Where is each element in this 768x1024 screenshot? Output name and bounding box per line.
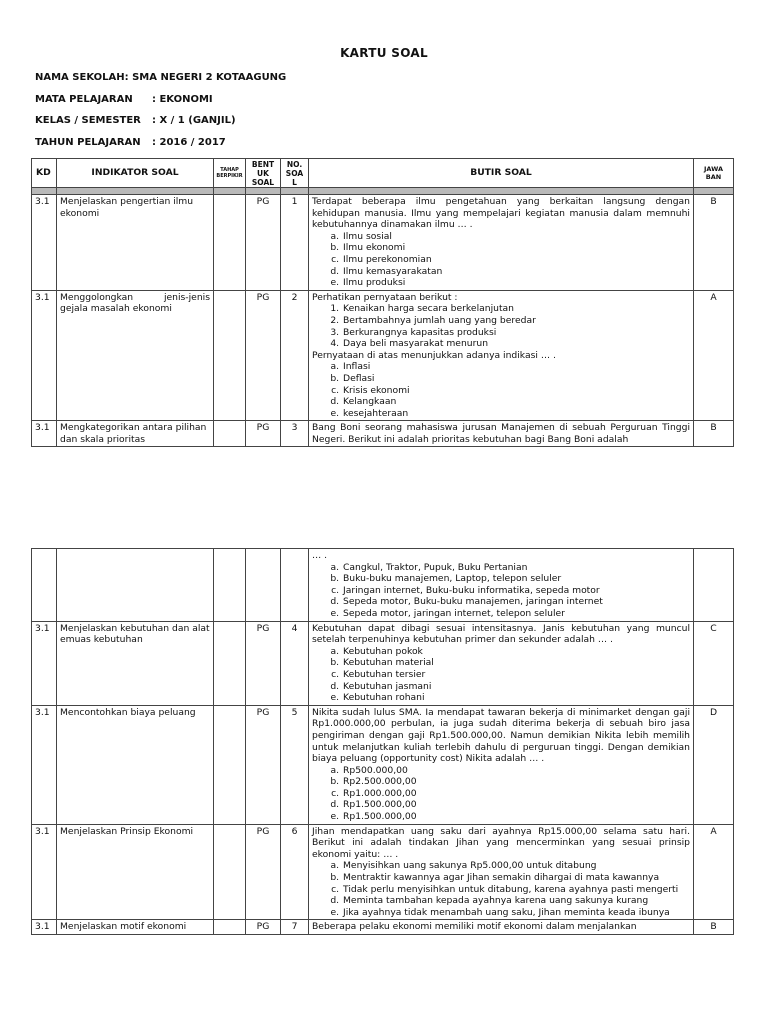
- table-row: 3.1 Mengkategorikan antara pilihan dan skala prioritas PG 3 Bang Boni seorang mahasiswa jurusan Manajemen di sebuah Perguruan Tinggi Negeri. Berikut ini adalah prioritas kebutuhan bagi Bang Boni adalah B: [32, 421, 734, 447]
- option-list: a. Ilmu sosial b. Ilmu ekonomi c. Ilmu perekonomian d. Ilmu kemasyarakatan e. Ilmu produksi: [312, 231, 690, 289]
- butir-cell: Nikita sudah lulus SMA. Ia mendapat tawaran bekerja di minimarket dengan gaji Rp1.000.000,00 perbulan, ia juga sudah diterima bekerja di sebuah biro jasa pengiriman dengan gaji Rp1.500.000,00. Namun demikian Nikita lebih memilih untuk melanjutkan kuliah terlebih dahulu di perguruan tinggi. Dengan demikian biaya peluang (opportunity cost) Nikita adalah … . a. Rp500.000,00 b. Rp2.500.000,00 c. Rp1.000.000,00 d. Rp1.500.000,00 e. Rp1.500.000,00: [309, 705, 694, 824]
- option-list: a. Menyisihkan uang sakunya Rp5.000,00 untuk ditabung b. Mentraktir kawannya agar Jihan semakin dihargai di mata kawannya c. Tidak perlu menyisihkan untuk ditabung, karena ayahnya pasti mengerti d. Meminta tambahan kepada ayahnya karena uang sakunya kurang e. Jika ayahnya tidak menambah uang saku, Jihan meminta keada ibunya: [312, 860, 690, 918]
- indikator-cell: Mencontohkan biaya peluang: [57, 705, 214, 824]
- header-butir: BUTIR SOAL: [309, 159, 694, 188]
- answer-cell: C: [694, 621, 734, 705]
- indikator-cell: Menggolongkan jenis-jenis gejala masalah ekonomi: [57, 290, 214, 421]
- butir-cell: Jihan mendapatkan uang saku dari ayahnya Rp15.000,00 selama satu hari. Berikut ini adalah tindakan Jihan yang mencerminkan yang sesuai prinsip ekonomi yaitu: … . a. Menyisihkan uang sakunya Rp5.000,00 untuk ditabung b. Mentraktir kawannya agar Jihan semakin dihargai di mata kawannya c. Tidak perlu menyisihkan untuk ditabung, karena ayahnya pasti mengerti d. Meminta tambahan kepada ayahnya karena uang sakunya kurang e. Jika ayahnya tidak menambah uang saku, Jihan meminta keada ibunya: [309, 824, 694, 920]
- answer-cell: B: [694, 920, 734, 935]
- table-row: 3.1 Menjelaskan Prinsip Ekonomi PG 6 Jihan mendapatkan uang saku dari ayahnya Rp15.000,00 selama satu hari. Berikut ini adalah tindakan Jihan yang mencerminkan yang sesuai prinsip ekonomi yaitu: … . a. Menyisihkan uang sakunya Rp5.000,00 untuk ditabung b. Mentraktir kawannya agar Jihan semakin dihargai di mata kawannya c. Tidak perlu menyisihkan untuk ditabung, karena ayahnya pasti mengerti d. Meminta tambahan kepada ayahnya karena uang sakunya kurang e. Jika ayahnya tidak menambah uang saku, Jihan meminta keada ibunya A: [32, 824, 734, 920]
- option-list: a. Cangkul, Traktor, Pupuk, Buku Pertanian b. Buku-buku manajemen, Laptop, telepon seluler c. Jaringan internet, Buku-buku informatika, sepeda motor d. Sepeda motor, Buku-buku manajemen, jaringan internet e. Sepeda motor, jaringan internet, telepon seluler: [312, 562, 690, 620]
- option-list: a. Inflasi b. Deflasi c. Krisis ekonomi d. Kelangkaan e. kesejahteraan: [312, 361, 690, 419]
- answer-cell: A: [694, 290, 734, 421]
- indikator-cell: Menjelaskan Prinsip Ekonomi: [57, 824, 214, 920]
- meta-subject: MATA PELAJARAN : EKONOMI: [35, 94, 213, 105]
- header-kd: KD: [32, 159, 57, 188]
- answer-cell: D: [694, 705, 734, 824]
- grey-separator-row: [32, 188, 734, 195]
- table-row: 3.1 Menggolongkan jenis-jenis gejala masalah ekonomi PG 2 Perhatikan pernyataan berikut : 1. Kenaikan harga secara berkelanjutan 2. Bertambahnya jumlah uang yang beredar 3. Berkurangnya kapasitas produksi 4. Daya beli masyarakat menurun Pernyataan di atas menunjukkan adanya indikasi … . a. Inflasi b. Deflasi c. Krisis ekonomi d. Kelangkaan e. kesejahteraan A: [32, 290, 734, 421]
- meta-class: KELAS / SEMESTER : X / 1 (GANJIL): [35, 115, 236, 126]
- indikator-cell: Menjelaskan kebutuhan dan alat emuas kebutuhan: [57, 621, 214, 705]
- indikator-cell: Menjelaskan pengertian ilmu ekonomi: [57, 195, 214, 291]
- table-row: 3.1 Menjelaskan motif ekonomi PG 7 Beberapa pelaku ekonomi memiliki motif ekonomi dalam menjalankan B: [32, 920, 734, 935]
- table-row: 3.1 Mencontohkan biaya peluang PG 5 Nikita sudah lulus SMA. Ia mendapat tawaran bekerja di minimarket dengan gaji Rp1.000.000,00 perbulan, ia juga sudah diterima bekerja di sebuah biro jasa pengiriman dengan gaji Rp1.500.000,00. Namun demikian Nikita lebih memilih untuk melanjutkan kuliah terlebih dahulu di perguruan tinggi. Dengan demikian biaya peluang (opportunity cost) Nikita adalah … . a. Rp500.000,00 b. Rp2.500.000,00 c. Rp1.000.000,00 d. Rp1.500.000,00 e. Rp1.500.000,00 D: [32, 705, 734, 824]
- header-no: NO. SOA L: [281, 159, 309, 188]
- statement-list: 1. Kenaikan harga secara berkelanjutan 2. Bertambahnya jumlah uang yang beredar 3. Berkurangnya kapasitas produksi 4. Daya beli masyarakat menurun: [312, 303, 690, 349]
- question-table-part-1: [31, 158, 734, 447]
- butir-cell: Perhatikan pernyataan berikut : 1. Kenaikan harga secara berkelanjutan 2. Bertambahnya jumlah uang yang beredar 3. Berkurangnya kapasitas produksi 4. Daya beli masyarakat menurun Pernyataan di atas menunjukkan adanya indikasi … . a. Inflasi b. Deflasi c. Krisis ekonomi d. Kelangkaan e. kesejahteraan: [309, 290, 694, 421]
- table-header-row: [32, 159, 734, 188]
- answer-cell: B: [694, 195, 734, 291]
- header-bentuk: BENT UK SOAL: [246, 159, 281, 188]
- butir-cell: Beberapa pelaku ekonomi memiliki motif ekonomi dalam menjalankan: [309, 920, 694, 935]
- meta-school: NAMA SEKOLAH: SMA NEGERI 2 KOTAAGUNG: [35, 72, 287, 83]
- answer-cell: B: [694, 421, 734, 447]
- option-list: a. Rp500.000,00 b. Rp2.500.000,00 c. Rp1.000.000,00 d. Rp1.500.000,00 e. Rp1.500.000,00: [312, 765, 690, 823]
- indikator-cell: Menjelaskan motif ekonomi: [57, 920, 214, 935]
- butir-cell: Terdapat beberapa ilmu pengetahuan yang berkaitan langsung dengan kehidupan manusia. Ilmu yang mempelajari kegiatan manusia dalam memnuhi kebutuhannya dinamakan ilmu … . a. Ilmu sosial b. Ilmu ekonomi c. Ilmu perekonomian d. Ilmu kemasyarakatan e. Ilmu produksi: [309, 195, 694, 291]
- header-tahap: TAHAP BERPIKIR: [214, 159, 246, 188]
- table-row: 3.1 Menjelaskan kebutuhan dan alat emuas kebutuhan PG 4 Kebutuhan dapat dibagi sesuai intensitasnya. Janis kebutuhan yang muncul setelah terpenuhinya kebutuhan primer dan sekunder adalah … . a. Kebutuhan pokok b. Kebutuhan material c. Kebutuhan tersier d. Kebutuhan jasmani e. Kebutuhan rohani C: [32, 621, 734, 705]
- option-list: a. Kebutuhan pokok b. Kebutuhan material c. Kebutuhan tersier d. Kebutuhan jasmani e. Kebutuhan rohani: [312, 646, 690, 704]
- table-row-continuation: [32, 549, 734, 622]
- butir-cell: Bang Boni seorang mahasiswa jurusan Manajemen di sebuah Perguruan Tinggi Negeri. Berikut ini adalah prioritas kebutuhan bagi Bang Boni adalah: [309, 421, 694, 447]
- header-indikator: INDIKATOR SOAL: [57, 159, 214, 188]
- header-jawaban: JAWA BAN: [694, 159, 734, 188]
- indikator-cell: Mengkategorikan antara pilihan dan skala prioritas: [57, 421, 214, 447]
- answer-cell: A: [694, 824, 734, 920]
- meta-year: TAHUN PELAJARAN : 2016 / 2017: [35, 137, 226, 148]
- page-title: KARTU SOAL: [340, 46, 428, 60]
- question-table-part-2: [31, 548, 734, 935]
- butir-cell: Kebutuhan dapat dibagi sesuai intensitasnya. Janis kebutuhan yang muncul setelah terpenuhinya kebutuhan primer dan sekunder adalah … . a. Kebutuhan pokok b. Kebutuhan material c. Kebutuhan tersier d. Kebutuhan jasmani e. Kebutuhan rohani: [309, 621, 694, 705]
- table-row: 3.1 Menjelaskan pengertian ilmu ekonomi PG 1 Terdapat beberapa ilmu pengetahuan yang berkaitan langsung dengan kehidupan manusia. Ilmu yang mempelajari kegiatan manusia dalam memnuhi kebutuhannya dinamakan ilmu … . a. Ilmu sosial b. Ilmu ekonomi c. Ilmu perekonomian d. Ilmu kemasyarakatan e. Ilmu produksi B: [32, 195, 734, 291]
- butir-cell: … . a. Cangkul, Traktor, Pupuk, Buku Pertanian b. Buku-buku manajemen, Laptop, telepon seluler c. Jaringan internet, Buku-buku informatika, sepeda motor d. Sepeda motor, Buku-buku manajemen, jaringan internet e. Sepeda motor, jaringan internet, telepon seluler: [309, 549, 694, 622]
